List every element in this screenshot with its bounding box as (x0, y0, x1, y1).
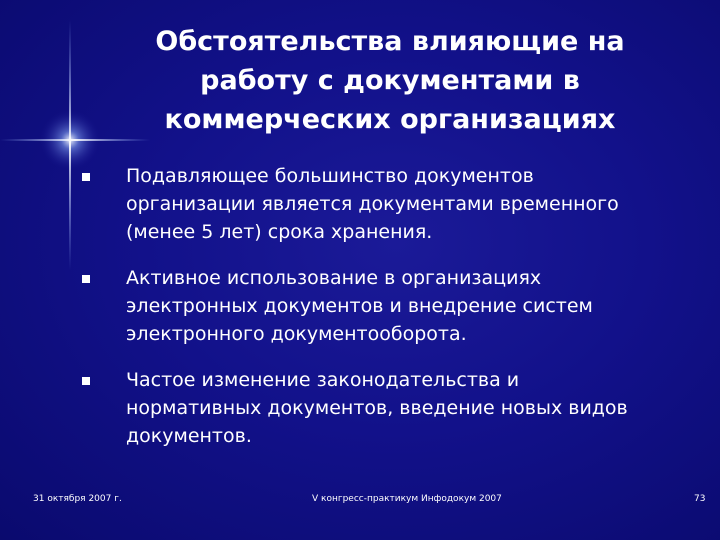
footer-date: 31 октября 2007 г. (33, 494, 122, 504)
square-bullet-icon (82, 173, 90, 181)
slide-title: Обстоятельства влияющие на работу с документами в коммерческих организациях (155, 26, 625, 135)
footer-page-number: 73 (694, 494, 706, 504)
bullet-text: Активное использование в организациях электронных документов и внедрение систем электронного документооборота. (126, 267, 593, 345)
square-bullet-icon (82, 275, 90, 283)
footer-event: V конгресс-практикум Инфодокум 2007 (312, 494, 502, 504)
bullet-text: Частое изменение законодательства и нормативных документов, введение новых видов документов. (126, 369, 628, 447)
bullet-text: Подавляющее большинство документов организации является документами временного (менее 5 лет) срока хранения. (126, 165, 619, 243)
square-bullet-icon (82, 377, 90, 385)
